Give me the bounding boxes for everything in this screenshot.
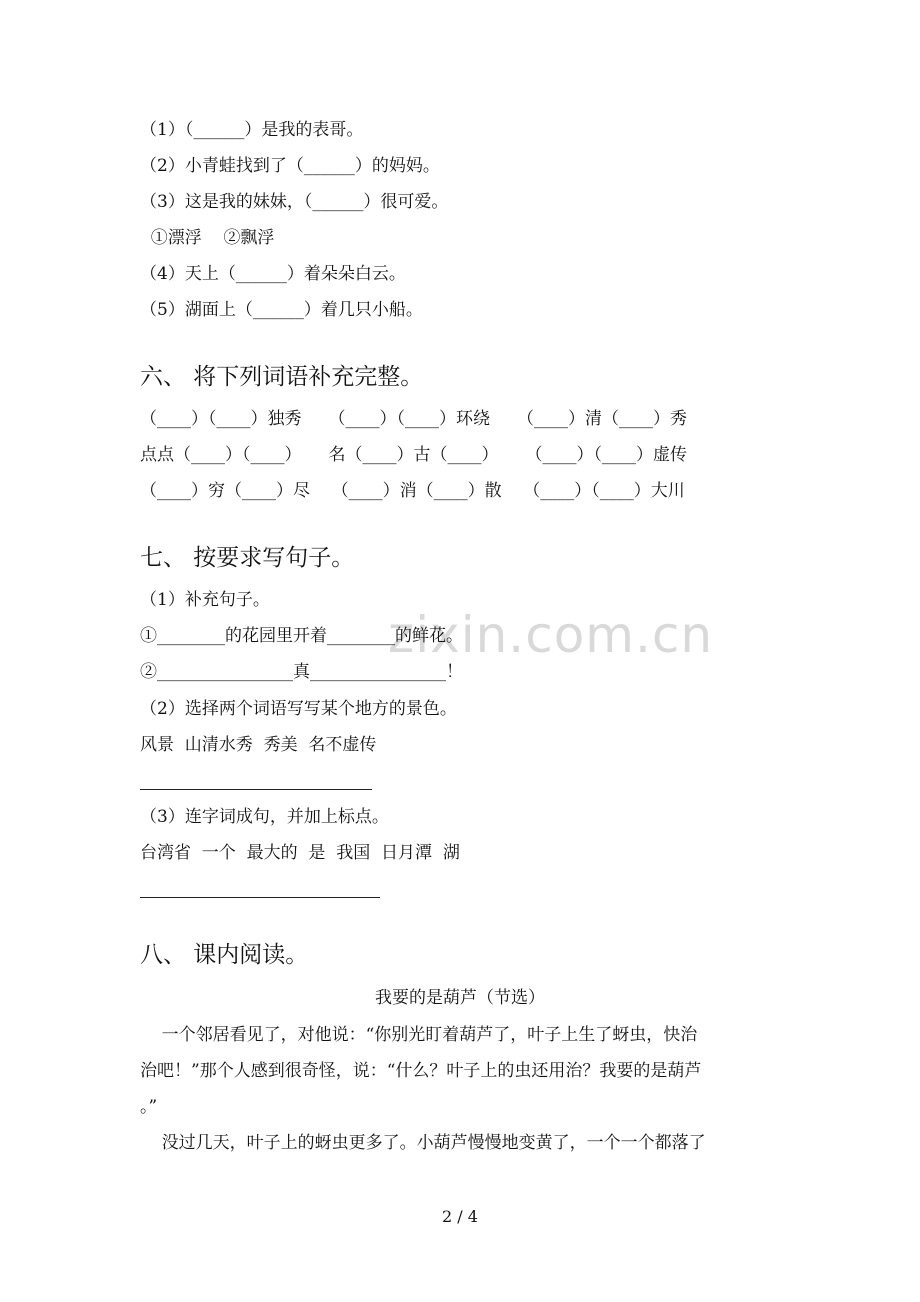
- passage-line-1: 一个邻居看见了，对他说：“你别光盯着葫芦了，叶子上生了蚜虫，快治: [140, 1025, 698, 1045]
- section-7-title: 七、 按要求写句子。: [140, 545, 355, 571]
- section-8-title: 八、 课内阅读。: [140, 942, 309, 968]
- s5-item-5: （5）湖面上（______）着几只小船。: [140, 300, 423, 320]
- s7-q3-words: 台湾省 一个 最大的 是 我国 日月潭 湖: [140, 843, 460, 863]
- s7-q3-label: （3）连字词成句，并加上标点。: [140, 807, 389, 827]
- s5-item-4: （4）天上（______）着朵朵白云。: [140, 264, 406, 284]
- passage-title: 我要的是葫芦（节选）: [375, 988, 545, 1008]
- passage-line-2: 治吧！”那个人感到很奇怪，说：“什么？叶子上的虫还用治？我要的是葫芦: [140, 1061, 702, 1081]
- passage-line-4: 没过几天，叶子上的蚜虫更多了。小葫芦慢慢地变黄了，一个一个都落了: [140, 1133, 706, 1153]
- watermark-text: zixin.com.cn: [388, 606, 714, 664]
- s5-item-3: （3）这是我的妹妹，（______）很可爱。: [140, 192, 449, 212]
- s7-q2-answer-line: [140, 789, 372, 790]
- s5-options: ①漂浮 ②飘浮: [140, 228, 275, 248]
- s5-item-1: （1）（______）是我的表哥。: [140, 120, 364, 140]
- s7-q2-label: （2）选择两个词语写写某个地方的景色。: [140, 699, 457, 719]
- s7-q2-words: 风景 山清水秀 秀美 名不虚传: [140, 735, 377, 755]
- s6-row-3: （____）穷（____）尽 （____）消（____）散 （____）（____）大川: [140, 481, 685, 501]
- s5-item-2: （2）小青蛙找到了（______）的妈妈。: [140, 156, 440, 176]
- section-6-title: 六、 将下列词语补充完整。: [140, 364, 424, 390]
- s6-row-2: 点点（____）（____） 名（____）古（____） （____）（____）虚传: [140, 445, 688, 465]
- s7-q1-line2: ②________________真________________！: [140, 662, 463, 682]
- passage-line-3: 。”: [140, 1097, 158, 1117]
- s7-q1-label: （1）补充句子。: [140, 590, 270, 610]
- s6-row-1: （____）（____）独秀 （____）（____）环绕 （____）清（____）秀: [140, 409, 688, 429]
- s7-q1-line1: ①________的花园里开着________的鲜花。: [140, 626, 463, 646]
- page-number: 2 / 4: [442, 1207, 478, 1226]
- s7-q3-answer-line: [140, 897, 380, 898]
